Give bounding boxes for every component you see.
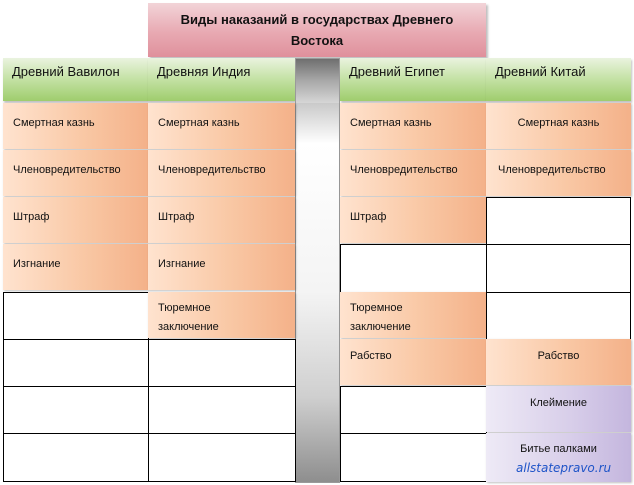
diagram-title: Виды наказаний в государствах Древнего Востока: [148, 3, 486, 57]
empty-cell: [340, 433, 487, 482]
empty-cell: [148, 433, 296, 482]
egypt-item: Штраф: [340, 197, 486, 243]
babylon-item: Штраф: [3, 197, 148, 243]
india-item: [148, 292, 295, 338]
empty-cell: [340, 386, 487, 434]
india-item: Членовредительство: [148, 150, 295, 196]
india-item: Смертная казнь: [148, 103, 295, 149]
header-china: Древний Китай: [486, 58, 631, 101]
egypt-item: Смертная казнь: [340, 103, 486, 149]
babylon-item: Смертная казнь: [3, 103, 148, 149]
india-item-label: Тюремное заключение: [158, 302, 219, 333]
egypt-item: Членовредительство: [340, 150, 486, 196]
china-item: Членовредительство: [486, 150, 631, 196]
china-item: Клеймение: [486, 386, 631, 432]
china-item: Рабство: [486, 339, 631, 385]
header-babylon: Древний Вавилон: [3, 58, 148, 101]
babylon-item: Членовредительство: [3, 150, 148, 196]
babylon-item: Изгнание: [3, 244, 148, 290]
empty-cell: [3, 292, 149, 340]
empty-cell: [3, 339, 149, 387]
india-item: Изгнание: [148, 244, 295, 290]
egypt-item: [340, 292, 486, 338]
empty-cell: [486, 292, 631, 340]
empty-cell: [3, 433, 149, 482]
center-divider-cap: [296, 59, 339, 103]
watermark: allstatepravo.ru: [516, 461, 612, 475]
header-india: Древняя Индия: [148, 58, 295, 101]
empty-cell: [3, 386, 149, 434]
empty-cell: [148, 339, 296, 387]
center-divider-bar: [295, 58, 340, 483]
empty-cell: [486, 197, 631, 245]
china-item: Битье палками: [486, 433, 631, 482]
empty-cell: [486, 244, 631, 293]
egypt-item: Рабство: [340, 339, 486, 385]
header-egypt: Древний Египет: [340, 58, 486, 101]
empty-cell: [340, 244, 487, 293]
india-item: Штраф: [148, 197, 295, 243]
china-item: Смертная казнь: [486, 103, 631, 149]
egypt-item-label: Тюремное заключение: [350, 302, 411, 333]
empty-cell: [148, 386, 296, 434]
